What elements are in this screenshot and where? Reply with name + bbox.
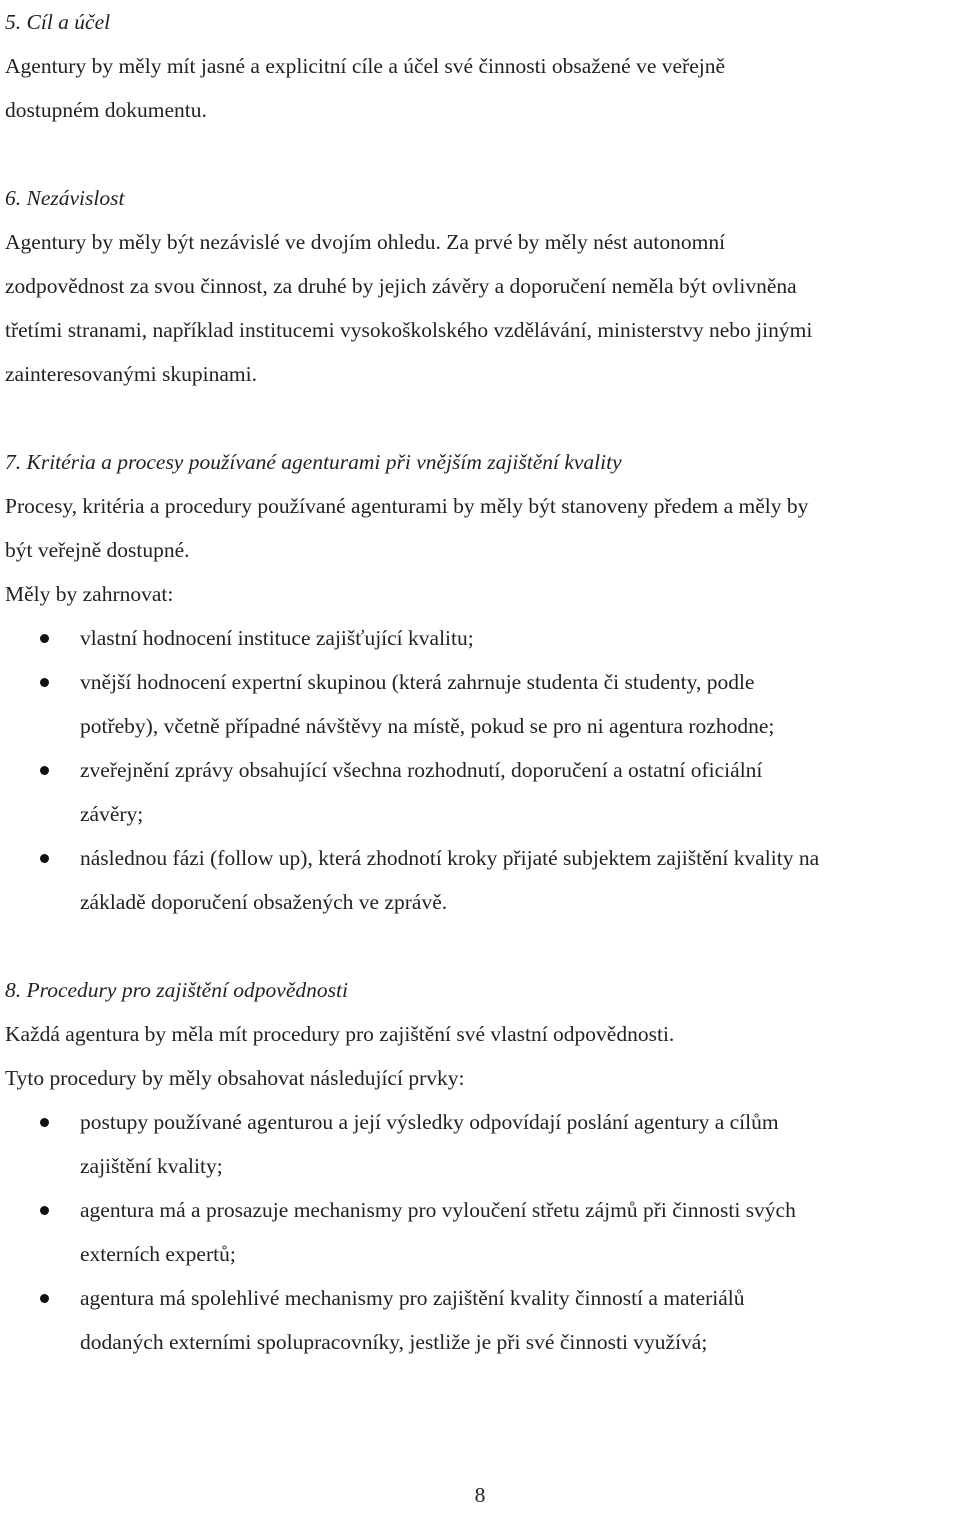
bullet-text-line: externích expertů;: [80, 1242, 236, 1266]
bullet-text-line: dodaných externími spolupracovníky, jestliže je při své činnosti využívá;: [80, 1330, 708, 1354]
bullet-icon: [40, 1294, 49, 1303]
bullet-icon: [40, 678, 49, 687]
bullet-text-line: postupy používané agenturou a její výsledky odpovídají poslání agentury a cílům: [80, 1110, 779, 1134]
section-7-text-line: být veřejně dostupné.: [5, 538, 190, 562]
section-5-text-line: Agentury by měly mít jasné a explicitní cíle a účel své činnosti obsažené ve veřejně: [5, 54, 725, 78]
section-7-text-line: Měly by zahrnovat:: [5, 582, 174, 606]
section-7-heading: 7. Kritéria a procesy používané agenturami při vnějším zajištění kvality: [5, 450, 622, 474]
section-8-bullet-item: [5, 1100, 955, 1188]
bullet-text-line: agentura má a prosazuje mechanismy pro vyloučení střetu zájmů při činnosti svých: [80, 1198, 796, 1222]
section-5-heading: 5. Cíl a účel: [5, 10, 111, 34]
bullet-text-line: agentura má spolehlivé mechanismy pro zajištění kvality činností a materiálů: [80, 1286, 745, 1310]
section-8-text-line: Tyto procedury by měly obsahovat následující prvky:: [5, 1066, 465, 1090]
bullet-text-line: vlastní hodnocení instituce zajišťující kvalitu;: [80, 626, 474, 650]
bullet-text-line: závěry;: [80, 802, 144, 826]
section-5-text-line: dostupném dokumentu.: [5, 98, 207, 122]
bullet-text-line: potřeby), včetně případné návštěvy na místě, pokud se pro ni agentura rozhodne;: [80, 714, 775, 738]
section-6-text-line: zodpovědnost za svou činnost, za druhé by jejich závěry a doporučení neměla být ovlivněna: [5, 274, 797, 298]
bullet-icon: [40, 766, 49, 775]
section-7-text-line: Procesy, kritéria a procedury používané agenturami by měly být stanoveny předem a měly by: [5, 494, 809, 518]
section-7-bullet-item: [5, 616, 955, 660]
bullet-icon: [40, 854, 49, 863]
bullet-text-line: zajištění kvality;: [80, 1154, 223, 1178]
section-7-bullet-item: [5, 748, 955, 836]
section-8-heading: 8. Procedury pro zajištění odpovědnosti: [5, 978, 348, 1002]
bullet-text-line: vnější hodnocení expertní skupinou (která zahrnuje studenta či studenty, podle: [80, 670, 755, 694]
spacer: [5, 924, 955, 968]
section-8-bullet-item: [5, 1276, 955, 1364]
page-number: 8: [474, 1483, 486, 1507]
bullet-text-line: zveřejnění zprávy obsahující všechna rozhodnutí, doporučení a ostatní oficiální: [80, 758, 763, 782]
section-6-text-line: zainteresovanými skupinami.: [5, 362, 257, 386]
section-6-text-line: třetími stranami, například institucemi vysokoškolského vzdělávání, ministerstvy nebo jinými: [5, 318, 813, 342]
spacer: [5, 396, 955, 440]
spacer: [5, 132, 955, 176]
document-page: [5, 0, 955, 1364]
bullet-icon: [40, 1118, 49, 1127]
bullet-icon: [40, 1206, 49, 1215]
section-8-text-line: Každá agentura by měla mít procedury pro zajištění své vlastní odpovědnosti.: [5, 1022, 675, 1046]
section-6-heading: 6. Nezávislost: [5, 186, 125, 210]
bullet-text-line: následnou fázi (follow up), která zhodnotí kroky přijaté subjektem zajištění kvality na: [80, 846, 820, 870]
section-7-bullet-item: [5, 660, 955, 748]
section-8-bullet-item: [5, 1188, 955, 1276]
bullet-text-line: základě doporučení obsažených ve zprávě.: [80, 890, 448, 914]
bullet-icon: [40, 634, 49, 643]
section-7-bullet-item: [5, 836, 955, 924]
section-6-text-line: Agentury by měly být nezávislé ve dvojím ohledu. Za prvé by měly nést autonomní: [5, 230, 726, 254]
